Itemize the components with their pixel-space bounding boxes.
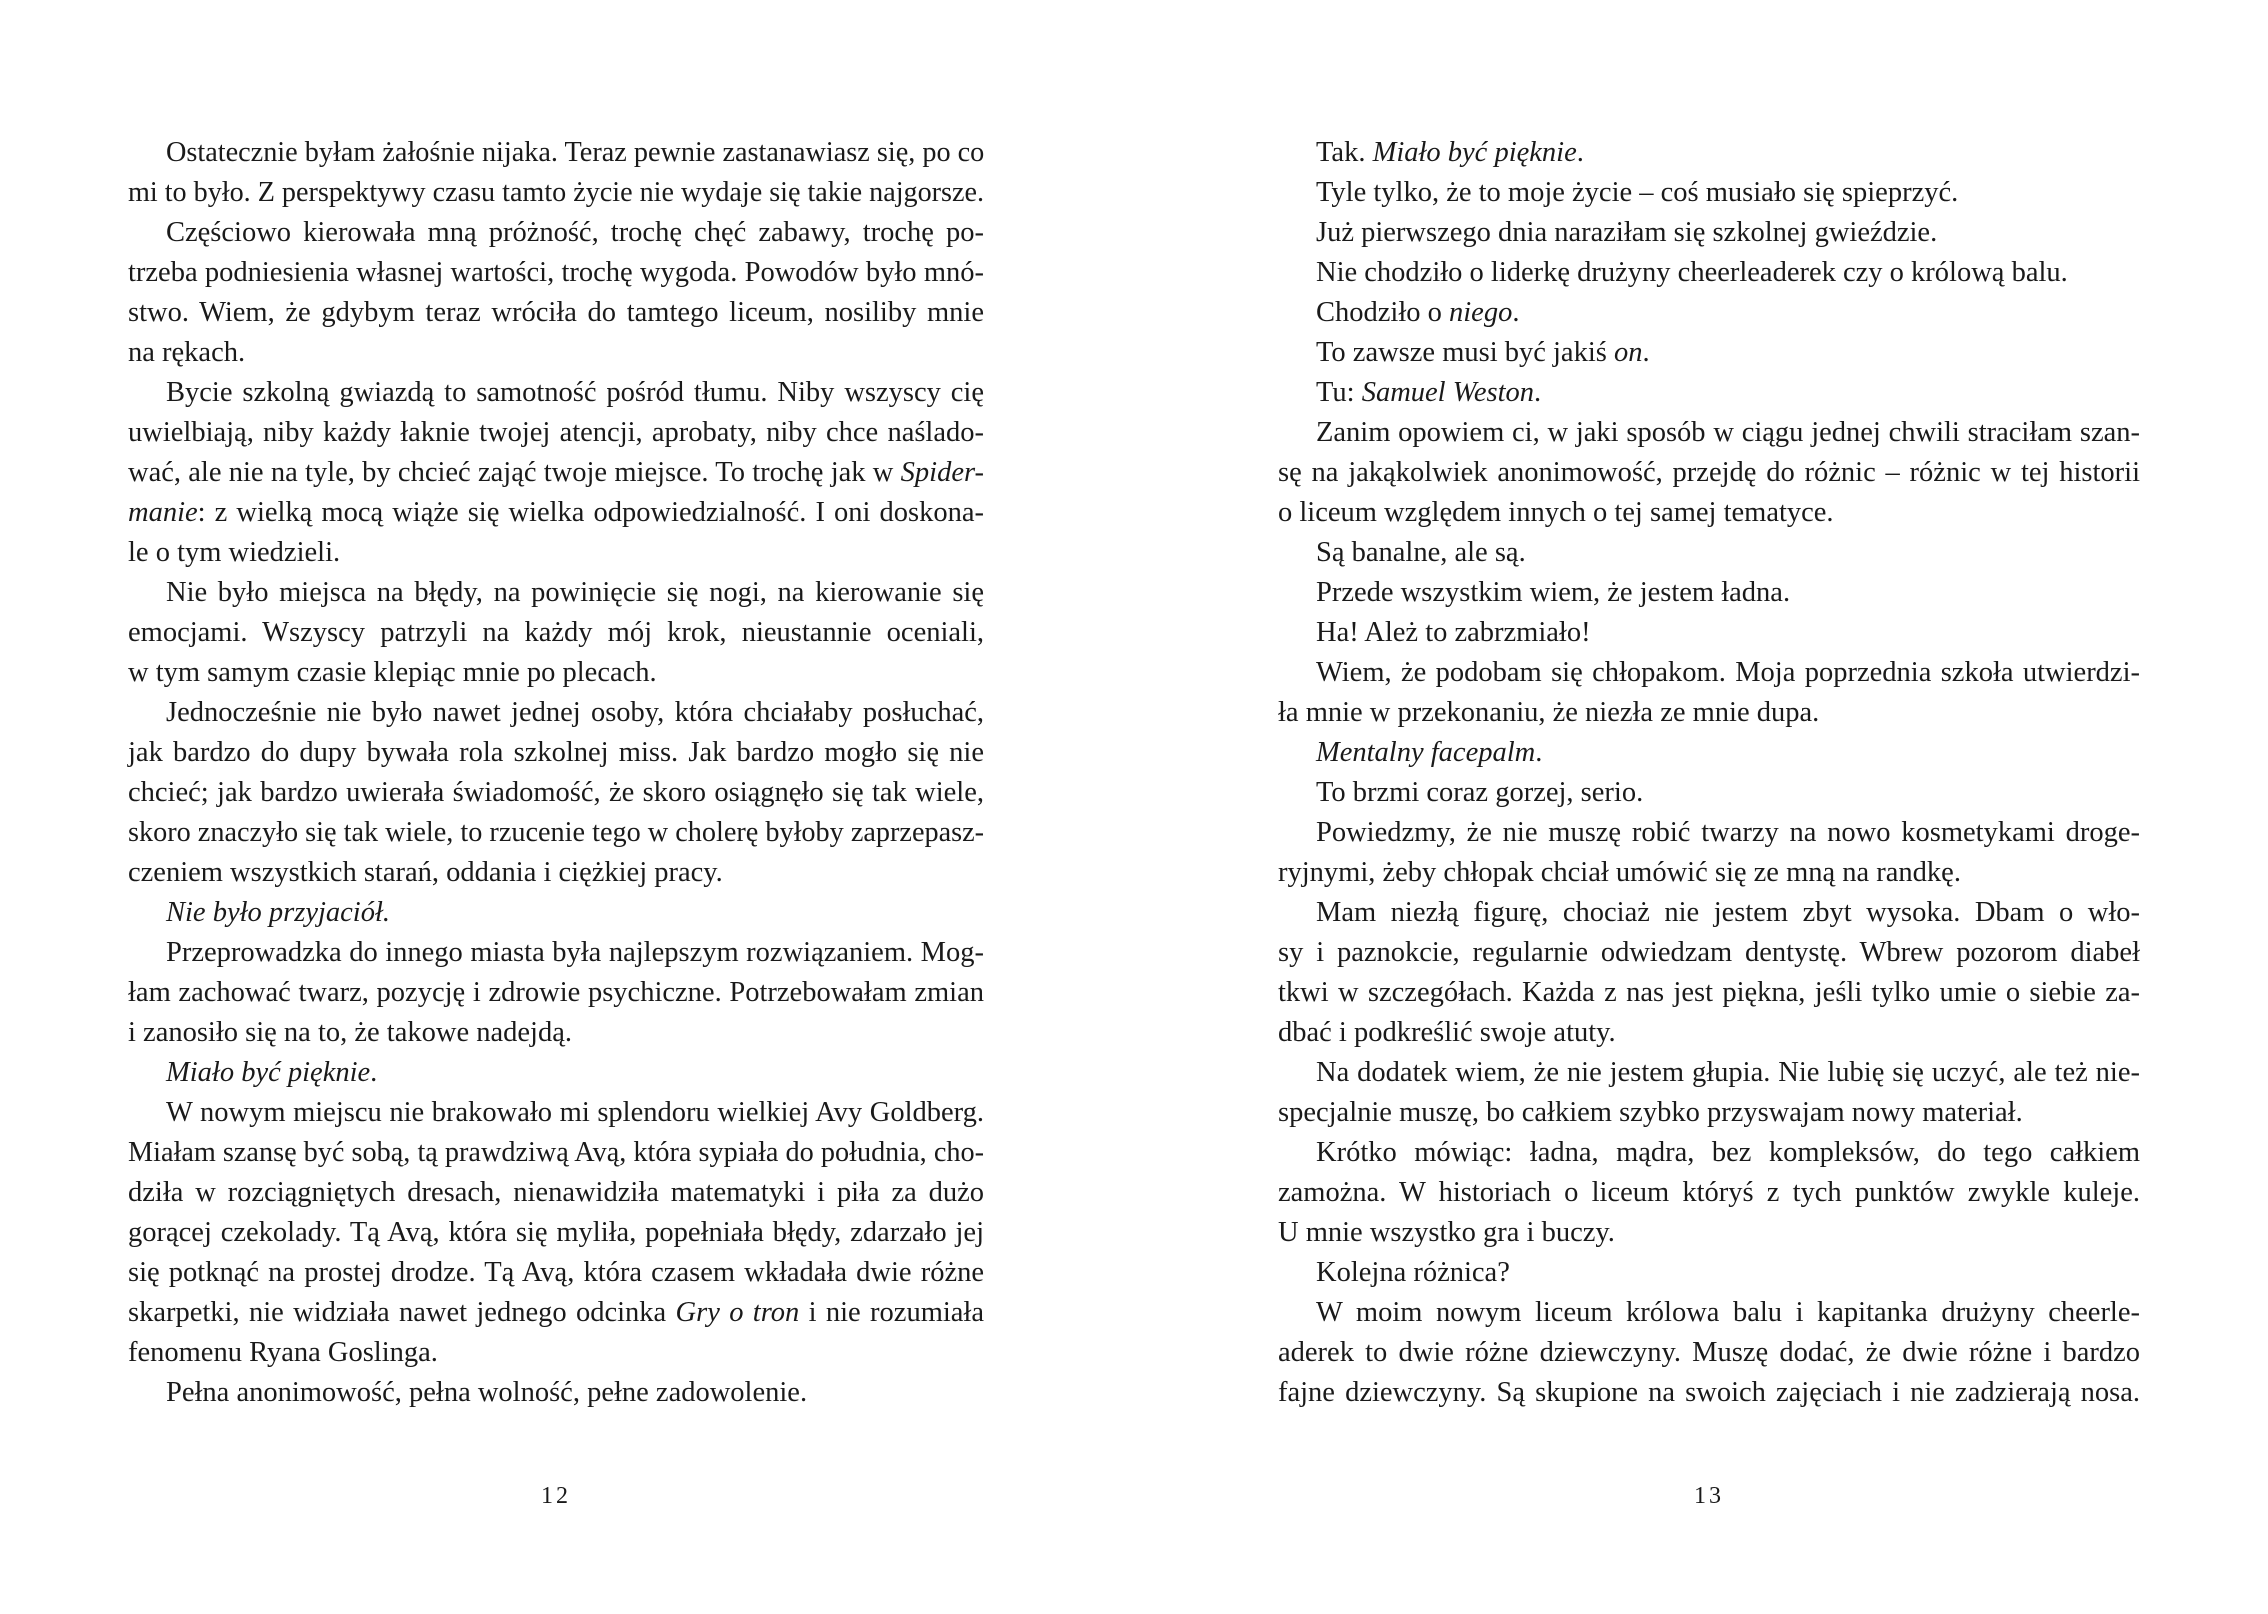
text-line xyxy=(128,1053,984,1093)
text-segment: Na dodatek wiem, że nie jestem głupia. Nie lubię się uczyć, ale też nie- xyxy=(1316,1057,2140,1088)
text-line xyxy=(128,893,984,933)
text-segment: Już pierwszego dnia naraziłam się szkolnej gwieździe. xyxy=(1316,217,1938,248)
text-segment: Ostatecznie byłam żałośnie nijaka. Teraz pewnie zastanawiasz się, po co xyxy=(166,137,985,168)
text-segment: fenomenu Ryana Goslinga. xyxy=(128,1337,438,1368)
text-segment: Nie chodziło o liderkę drużyny cheerleaderek czy o królową balu. xyxy=(1316,257,2068,288)
text-line xyxy=(128,1293,984,1333)
italic-text: on xyxy=(1613,337,1643,368)
text-segment: sę na jakąkolwiek anonimowość, przejdę do różnic – różnic w tej historii xyxy=(1278,457,2140,488)
text-line xyxy=(1278,733,2140,773)
text-segment: czeniem wszystkich starań, oddania i ciężkiej pracy. xyxy=(128,857,723,888)
text-segment: . xyxy=(1642,337,1650,368)
text-segment: To brzmi coraz gorzej, serio. xyxy=(1316,777,1644,808)
text-segment: jak bardzo do dupy bywała rola szkolnej miss. Jak bardzo mogło się nie xyxy=(128,737,984,768)
text-line xyxy=(1278,1173,2140,1213)
text-segment: sy i paznokcie, regularnie odwiedzam dentystę. Wbrew pozorom diabeł xyxy=(1278,937,2140,968)
text-segment: uwielbiają, niby każdy łaknie twojej atencji, aprobaty, niby chce naślado- xyxy=(128,417,984,448)
text-segment: Są banalne, ale są. xyxy=(1316,537,1526,568)
text-line xyxy=(1278,693,2140,733)
text-segment: specjalnie muszę, bo całkiem szybko przyswajam nowy materiał. xyxy=(1278,1097,2023,1128)
text-line xyxy=(128,693,984,733)
text-line xyxy=(1278,1053,2140,1093)
text-line xyxy=(1278,613,2140,653)
text-segment: ryjnymi, żeby chłopak chciał umówić się ze mną na randkę. xyxy=(1278,857,1961,888)
text-line xyxy=(128,333,984,373)
text-line xyxy=(1278,813,2140,853)
text-segment: Częściowo kierowała mną próżność, trochę chęć zabawy, trochę po- xyxy=(166,217,984,248)
text-line xyxy=(1278,253,2140,293)
text-line xyxy=(1278,413,2140,453)
text-segment: W nowym miejscu nie brakowało mi splendoru wielkiej Avy Goldberg. xyxy=(166,1097,984,1128)
text-line xyxy=(128,293,984,333)
text-segment: . xyxy=(370,1057,378,1088)
text-line xyxy=(1278,1293,2140,1333)
text-segment: o liceum względem innych o tej samej tematyce. xyxy=(1278,497,1834,528)
italic-text: Nie było przyjaciół. xyxy=(166,897,391,928)
text-segment: gorącej czekolady. Tą Avą, która się myliła, popełniała błędy, zdarzało jej xyxy=(128,1217,984,1248)
text-line xyxy=(128,213,984,253)
page-body xyxy=(1278,133,2140,1413)
text-segment: Nie było miejsca na błędy, na powinięcie się nogi, na kierowanie się xyxy=(166,577,984,608)
text-line xyxy=(128,973,984,1013)
italic-text: Miało być pięknie xyxy=(1372,137,1577,168)
text-line xyxy=(1278,573,2140,613)
text-segment: ła mnie w przekonaniu, że niezła ze mnie dupa. xyxy=(1278,697,1820,728)
text-line xyxy=(128,253,984,293)
text-segment: Chodziło o xyxy=(1316,297,1449,328)
text-segment: i nie rozumiała xyxy=(799,1297,984,1328)
text-line xyxy=(128,1173,984,1213)
text-segment: się potknąć na prostej drodze. Tą Avą, która czasem wkładała dwie różne xyxy=(128,1257,984,1288)
text-segment: dbać i podkreślić swoje atuty. xyxy=(1278,1017,1616,1048)
text-segment: Krótko mówiąc: ładna, mądra, bez kompleksów, do tego całkiem xyxy=(1316,1137,2140,1168)
text-line xyxy=(1278,1213,2140,1253)
text-segment: w tym samym czasie klepiąc mnie po plecach. xyxy=(128,657,657,688)
text-line xyxy=(128,173,984,213)
text-line xyxy=(128,533,984,573)
text-segment: . xyxy=(1535,737,1543,768)
text-segment: dziła w rozciągniętych dresach, nienawidziła matematyki i piła za dużo xyxy=(128,1177,984,1208)
text-segment: W moim nowym liceum królowa balu i kapitanka drużyny cheerle- xyxy=(1316,1297,2140,1328)
text-line xyxy=(1278,1133,2140,1173)
text-segment: aderek to dwie różne dziewczyny. Muszę dodać, że dwie różne i bardzo xyxy=(1278,1337,2140,1368)
text-line xyxy=(128,1013,984,1053)
text-segment: To zawsze musi być jakiś xyxy=(1316,337,1614,368)
text-line xyxy=(1278,333,2140,373)
text-line xyxy=(1278,1093,2140,1133)
text-segment: Tak. xyxy=(1316,137,1373,168)
text-line xyxy=(128,1093,984,1133)
text-line xyxy=(128,1373,984,1413)
text-segment: skarpetki, nie widziała nawet jednego odcinka xyxy=(128,1297,676,1328)
text-line xyxy=(1278,1013,2140,1053)
text-line xyxy=(128,813,984,853)
italic-text: niego xyxy=(1449,297,1513,328)
text-line xyxy=(1278,453,2140,493)
text-line xyxy=(1278,893,2140,933)
text-segment: chcieć; jak bardzo uwierała świadomość, że skoro osiągnęło się tak wiele, xyxy=(128,777,984,808)
text-segment: wać, ale nie na tyle, by chcieć zająć twoje miejsce. To trochę jak w xyxy=(128,457,901,488)
text-line xyxy=(128,1333,984,1373)
text-segment: tkwi w szczegółach. Każda z nas jest piękna, jeśli tylko umie o siebie za- xyxy=(1278,977,2140,1008)
text-line xyxy=(128,133,984,173)
text-segment: . xyxy=(1576,137,1584,168)
text-line xyxy=(128,853,984,893)
text-segment: i zanosiło się na to, że takowe nadejdą. xyxy=(128,1017,572,1048)
text-line xyxy=(1278,853,2140,893)
text-segment: emocjami. Wszyscy patrzyli na każdy mój krok, nieustannie oceniali, xyxy=(128,617,984,648)
text-segment: zamożna. W historiach o liceum któryś z tych punktów zwykle kuleje. xyxy=(1278,1177,2140,1208)
text-line xyxy=(1278,133,2140,173)
text-line xyxy=(1278,773,2140,813)
italic-text: Spider- xyxy=(900,457,984,488)
italic-text: manie xyxy=(128,497,198,528)
text-line xyxy=(1278,1253,2140,1293)
text-line xyxy=(128,453,984,493)
text-line xyxy=(1278,173,2140,213)
text-segment: fajne dziewczyny. Są skupione na swoich zajęciach i nie zadzierają nosa. xyxy=(1278,1377,2140,1408)
text-line xyxy=(1278,973,2140,1013)
text-line xyxy=(1278,653,2140,693)
text-line xyxy=(1278,1373,2140,1413)
text-line xyxy=(128,1133,984,1173)
text-segment: Tu: xyxy=(1316,377,1362,408)
text-line xyxy=(1278,533,2140,573)
text-line xyxy=(1278,213,2140,253)
text-line xyxy=(1278,1333,2140,1373)
text-line xyxy=(128,573,984,613)
text-segment: łam zachować twarz, pozycję i zdrowie psychiczne. Potrzebowałam zmian xyxy=(128,977,984,1008)
text-segment: Ha! Ależ to zabrzmiało! xyxy=(1316,617,1591,648)
page-body xyxy=(128,133,984,1413)
page-number: 13 xyxy=(1694,1483,1724,1509)
text-line xyxy=(128,773,984,813)
text-segment: Przeprowadzka do innego miasta była najlepszym rozwiązaniem. Mog- xyxy=(166,937,984,968)
text-segment: skoro znaczyło się tak wiele, to rzucenie tego w cholerę byłoby zaprzepasz- xyxy=(128,817,985,848)
text-segment: Tyle tylko, że to moje życie – coś musiało się spieprzyć. xyxy=(1316,177,1959,208)
text-segment: Powiedzmy, że nie muszę robić twarzy na nowo kosmetykami droge- xyxy=(1316,817,2140,848)
text-line xyxy=(128,933,984,973)
text-line xyxy=(1278,933,2140,973)
text-segment: Przede wszystkim wiem, że jestem ładna. xyxy=(1316,577,1791,608)
text-segment: . xyxy=(1512,297,1520,328)
italic-text: Gry o tron xyxy=(675,1297,800,1328)
text-segment: U mnie wszystko gra i buczy. xyxy=(1278,1217,1615,1248)
page-number: 12 xyxy=(541,1483,571,1509)
text-segment: . xyxy=(1534,377,1542,408)
page-left xyxy=(128,0,984,1614)
text-line xyxy=(128,733,984,773)
text-line xyxy=(128,1253,984,1293)
italic-text: Mentalny facepalm xyxy=(1316,737,1536,768)
text-line xyxy=(128,413,984,453)
text-segment: Mam niezłą figurę, chociaż nie jestem zbyt wysoka. Dbam o wło- xyxy=(1316,897,2140,928)
text-segment: le o tym wiedzieli. xyxy=(128,537,341,568)
text-segment: na rękach. xyxy=(128,337,246,368)
text-segment: Miałam szansę być sobą, tą prawdziwą Avą, która sypiała do południa, cho- xyxy=(128,1137,984,1168)
text-line xyxy=(128,373,984,413)
text-segment: Zanim opowiem ci, w jaki sposób w ciągu jednej chwili straciłam szan- xyxy=(1316,417,2140,448)
text-line xyxy=(128,1213,984,1253)
text-segment: Pełna anonimowość, pełna wolność, pełne zadowolenie. xyxy=(166,1377,808,1408)
text-segment: Bycie szkolną gwiazdą to samotność pośród tłumu. Niby wszyscy cię xyxy=(166,377,984,408)
text-segment: trzeba podniesienia własnej wartości, trochę wygoda. Powodów było mnó- xyxy=(128,257,984,288)
text-line xyxy=(128,653,984,693)
text-segment: Kolejna różnica? xyxy=(1316,1257,1510,1288)
italic-text: Samuel Weston xyxy=(1361,377,1535,408)
text-segment: Wiem, że podobam się chłopakom. Moja poprzednia szkoła utwierdzi- xyxy=(1316,657,2140,688)
text-line xyxy=(128,613,984,653)
italic-text: Miało być pięknie xyxy=(166,1057,371,1088)
text-segment: : z wielką mocą wiąże się wielka odpowiedzialność. I oni doskona- xyxy=(197,497,984,528)
text-segment: stwo. Wiem, że gdybym teraz wróciła do tamtego liceum, nosiliby mnie xyxy=(128,297,984,328)
text-line xyxy=(1278,373,2140,413)
page-right xyxy=(1278,0,2140,1614)
text-line xyxy=(128,493,984,533)
text-line xyxy=(1278,493,2140,533)
text-line xyxy=(1278,293,2140,333)
text-segment: Jednocześnie nie było nawet jednej osoby, która chciałaby posłuchać, xyxy=(166,697,984,728)
text-segment: mi to było. Z perspektywy czasu tamto życie nie wydaje się takie najgorsze. xyxy=(128,177,984,208)
